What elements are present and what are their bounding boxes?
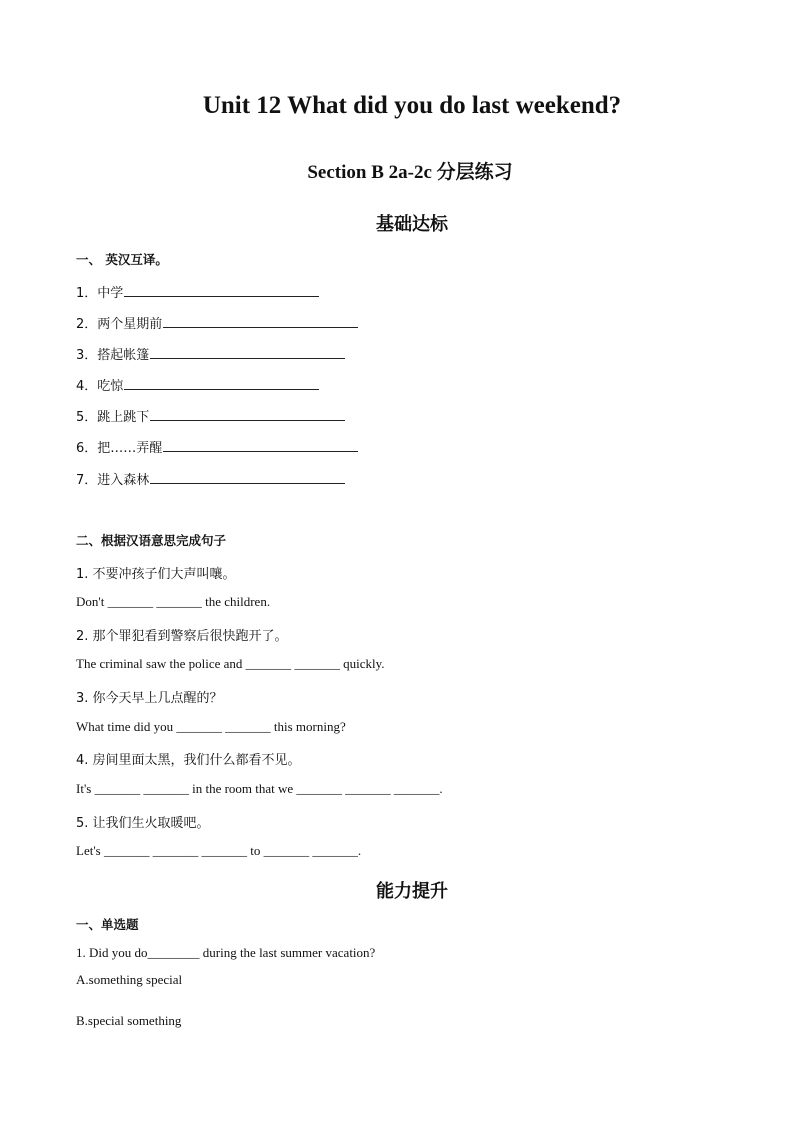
vocab-item: [76, 375, 319, 394]
answer-blank[interactable]: [124, 284, 319, 297]
level-heading-advanced: 能力提升: [376, 881, 448, 902]
vocab-prompt: 6．把……弄醒: [76, 441, 163, 456]
worksheet-title: Unit 12 What did you do last weekend?: [202, 92, 622, 119]
vocab-prompt: 4．吃惊: [76, 379, 124, 394]
vocab-prompt: 7．进入森林: [76, 473, 150, 488]
vocab-item: [76, 313, 358, 332]
vocab-item: [76, 282, 319, 301]
vocab-prompt: 1．中学: [76, 286, 124, 301]
level-heading-basic: 基础达标: [376, 214, 448, 235]
answer-blank[interactable]: [124, 377, 319, 390]
vocab-item: [76, 344, 345, 363]
sentence-english: What time did you _______ _______ this morning?: [76, 719, 346, 734]
part1-heading: 一、 英汉互译。: [76, 252, 168, 267]
answer-blank[interactable]: [150, 471, 345, 484]
sentence-chinese: 2. 那个罪犯看到警察后很快跑开了。: [76, 629, 288, 644]
mc-option-b[interactable]: B.special something: [76, 1013, 182, 1028]
part3-heading: 一、单选题: [76, 917, 139, 932]
answer-blank[interactable]: [163, 439, 358, 452]
sentence-chinese: 4. 房间里面太黑，我们什么都看不见。: [76, 753, 301, 768]
sentence-english: Don't _______ _______ the children.: [76, 594, 271, 609]
vocab-prompt: 3．搭起帐篷: [76, 348, 150, 363]
sentence-chinese: 1. 不要冲孩子们大声叫嚷。: [76, 567, 236, 582]
vocab-prompt: 2．两个星期前: [76, 317, 163, 332]
answer-blank[interactable]: [150, 346, 345, 359]
section-subtitle: Section B 2a-2c 分层练习: [307, 162, 513, 183]
sentence-chinese: 5. 让我们生火取暖吧。: [76, 816, 210, 831]
vocab-item: [76, 469, 345, 488]
answer-blank[interactable]: [163, 315, 358, 328]
answer-blank[interactable]: [150, 408, 345, 421]
sentence-english: It's _______ _______ in the room that we _______ _______ _______.: [76, 781, 443, 796]
mc-option-a[interactable]: A.something special: [76, 972, 183, 987]
part2-heading: 二、根据汉语意思完成句子: [76, 533, 227, 548]
sentence-english: The criminal saw the police and _______ _______ quickly.: [76, 656, 385, 671]
sentence-chinese: 3. 你今天早上几点醒的？: [76, 691, 223, 706]
vocab-item: [76, 437, 358, 456]
sentence-english: Let's _______ _______ _______ to _______ _______.: [76, 843, 362, 858]
vocab-prompt: 5．跳上跳下: [76, 410, 150, 425]
vocab-item: [76, 406, 345, 425]
mc-question: 1. Did you do________ during the last summer vacation?: [76, 945, 376, 960]
